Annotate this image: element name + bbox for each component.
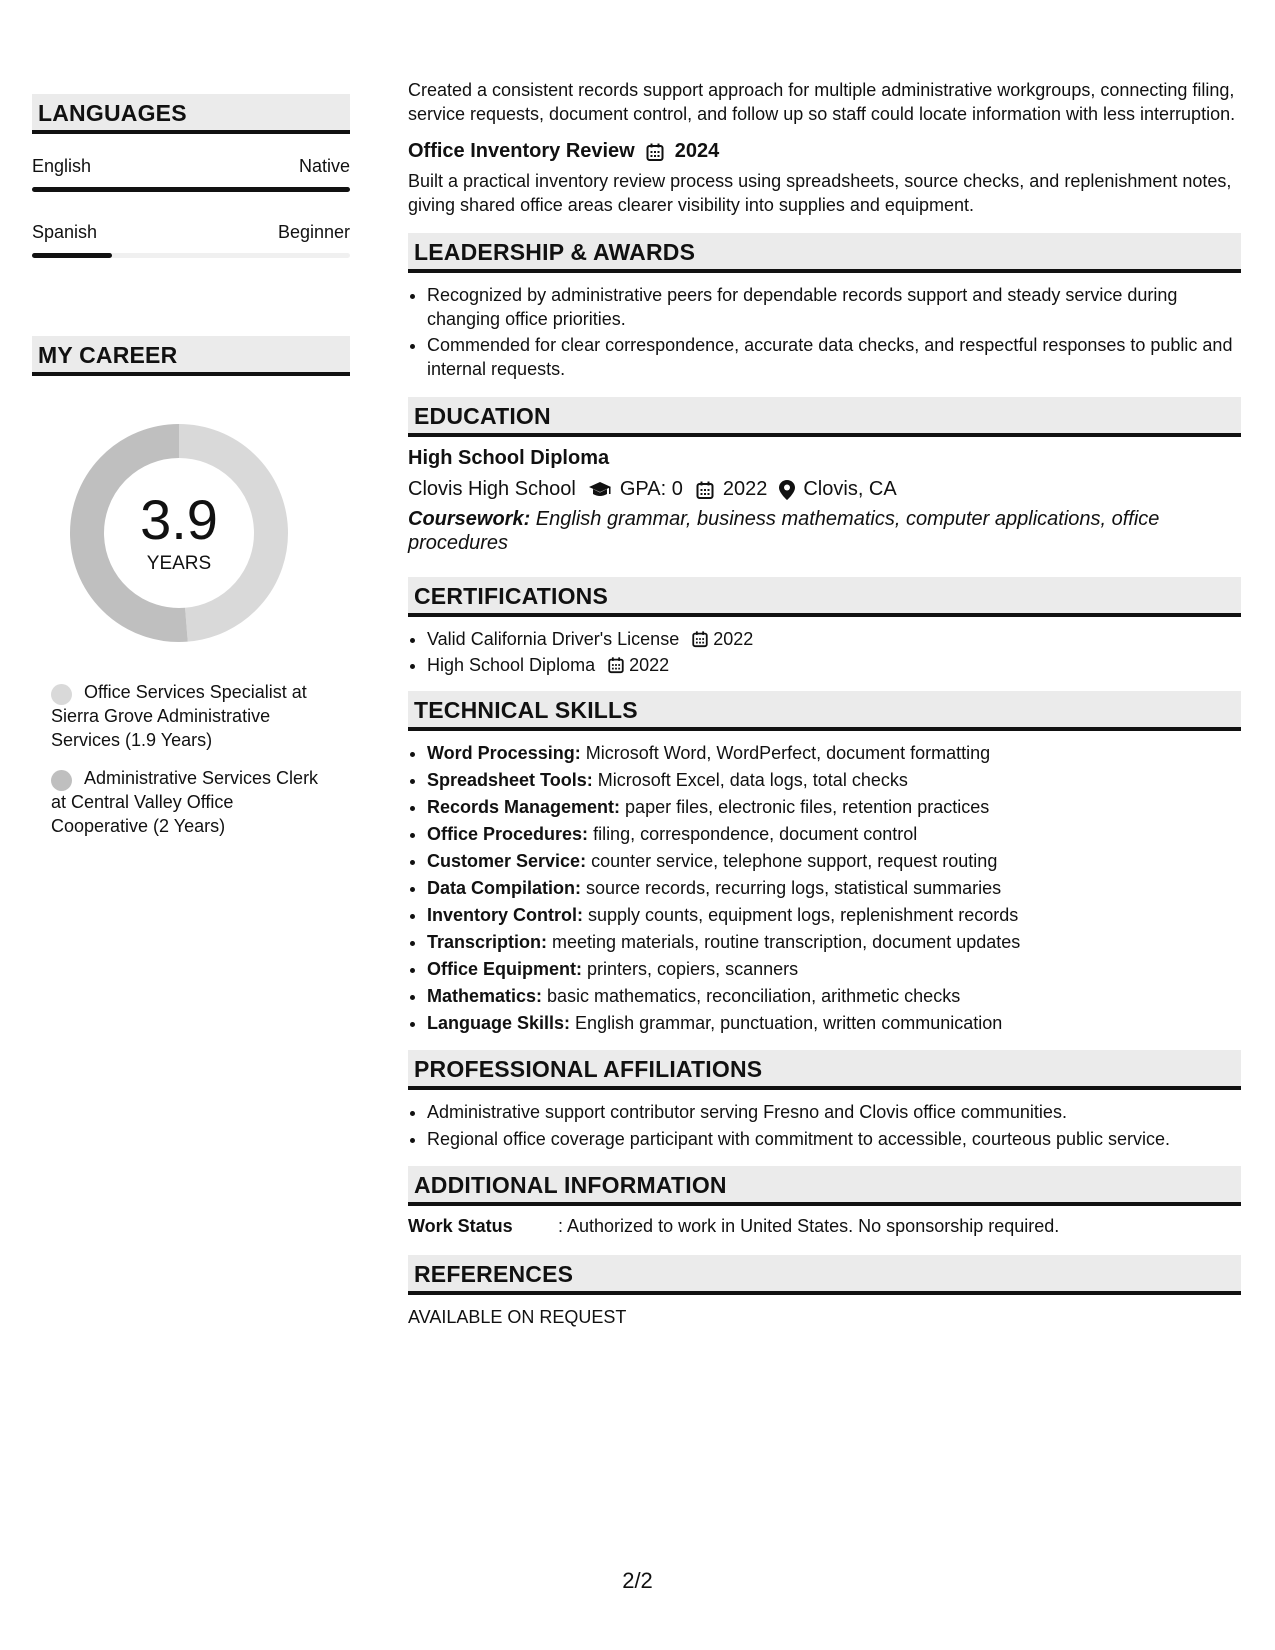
language-proficiency-fill <box>32 187 350 192</box>
skill-item <box>427 957 1241 982</box>
references-text: AVAILABLE ON REQUEST <box>408 1307 627 1327</box>
career-total-years: 3.9 <box>140 488 218 551</box>
certification-item <box>427 653 1241 677</box>
education-location: Clovis, CA <box>803 478 897 500</box>
skill-value: Microsoft Excel, data logs, total checks <box>592 770 908 790</box>
skill-label: Data Compilation: <box>427 878 582 898</box>
career-item-text: Administrative Services Clerk at Central Valley Office Cooperative (2 Years) <box>51 768 319 836</box>
career-item <box>51 766 332 838</box>
donut-center <box>64 418 294 648</box>
skill-label: Office Procedures: <box>427 824 589 844</box>
skill-item <box>427 984 1241 1009</box>
language-proficiency-bar <box>32 253 350 258</box>
certification-name: • Valid California Driver's License <box>427 629 680 649</box>
career-legend-dot <box>51 684 72 705</box>
language-item <box>32 222 350 258</box>
skill-item <box>427 768 1241 793</box>
language-name: English <box>32 156 92 176</box>
education-details <box>408 478 1241 501</box>
affiliation-item: • Regional office coverage participant with commitment to accessible, courteous public service. <box>427 1127 1241 1152</box>
skill-value: counter service, telephone support, request routing <box>586 851 998 871</box>
skill-item <box>427 795 1241 820</box>
career-years-label: YEARS <box>146 553 212 574</box>
certification-row <box>427 627 1241 651</box>
skill-item <box>427 741 1241 766</box>
language-item <box>32 156 350 192</box>
career-item <box>51 680 332 752</box>
skill-label: Transcription: <box>427 932 548 952</box>
education-degree: High School Diploma <box>408 447 610 469</box>
skills-section <box>408 691 1241 1036</box>
language-text-row <box>32 222 350 243</box>
career-header: MY CAREER <box>32 336 350 376</box>
leadership-item: • Recognized by administrative peers for dependable records support and steady service during changing office priorities. <box>427 283 1241 331</box>
skill-label: Word Processing: <box>427 743 581 763</box>
affiliations-section <box>408 1050 1241 1152</box>
skill-item <box>427 822 1241 847</box>
leadership-section <box>408 233 1241 381</box>
certification-name: • High School Diploma <box>427 655 596 675</box>
language-level: Beginner <box>277 222 350 242</box>
work-status-value: : Authorized to work in United States. No sponsorship required. <box>558 1216 1060 1236</box>
skills-list <box>408 741 1241 1036</box>
affiliations-list <box>408 1100 1241 1152</box>
education-header: EDUCATION <box>408 397 1241 437</box>
coursework-text: English grammar, business mathematics, computer applications, office procedures <box>408 508 1160 554</box>
right-column <box>408 78 1241 1328</box>
work-status-row <box>408 1216 1241 1237</box>
skill-item <box>427 903 1241 928</box>
skill-value: meeting materials, routine transcription, document updates <box>547 932 1021 952</box>
graduation-cap-icon <box>588 481 612 499</box>
skill-label: Customer Service: <box>427 851 587 871</box>
language-name: Spanish <box>32 222 98 242</box>
skill-item <box>427 849 1241 874</box>
additional-header: ADDITIONAL INFORMATION <box>408 1166 1241 1206</box>
education-coursework <box>408 507 1241 555</box>
leadership-list <box>408 283 1241 381</box>
certifications-header: CERTIFICATIONS <box>408 577 1241 617</box>
project-title-row <box>408 140 1241 163</box>
skill-value: English grammar, punctuation, written communication <box>570 1013 1003 1033</box>
skill-label: Inventory Control: <box>427 905 583 925</box>
affiliation-item: • Administrative support contributor serving Fresno and Clovis office communities. <box>427 1100 1241 1125</box>
affiliations-header: PROFESSIONAL AFFILIATIONS <box>408 1050 1241 1090</box>
skill-value: printers, copiers, scanners <box>582 959 799 979</box>
career-item-text: Office Services Specialist at Sierra Grove Administrative Services (1.9 Years) <box>51 682 307 750</box>
skill-item <box>427 930 1241 955</box>
certification-year: 2022 <box>713 629 754 649</box>
education-section <box>408 397 1241 555</box>
career-donut-chart <box>64 418 294 648</box>
skill-value: basic mathematics, reconciliation, arithmetic checks <box>542 986 961 1006</box>
education-gpa: GPA: 0 <box>619 478 683 500</box>
skill-value: filing, correspondence, document control <box>588 824 918 844</box>
calendar-icon <box>695 480 715 500</box>
left-column <box>32 94 350 852</box>
additional-section <box>408 1166 1241 1237</box>
location-pin-icon <box>779 480 795 500</box>
skill-value: source records, recurring logs, statistical summaries <box>581 878 1002 898</box>
language-proficiency-fill <box>32 253 112 258</box>
skill-value: paper files, electronic files, retention practices <box>620 797 990 817</box>
career-legend-dot <box>51 770 72 791</box>
coursework-label: Coursework: <box>408 508 531 530</box>
certifications-list <box>408 627 1241 677</box>
skill-label: Office Equipment: <box>427 959 583 979</box>
page-number: 2/2 <box>622 1568 653 1593</box>
languages-header: LANGUAGES <box>32 94 350 134</box>
education-school: Clovis High School <box>408 478 576 500</box>
skill-item <box>427 1011 1241 1036</box>
leadership-header: LEADERSHIP & AWARDS <box>408 233 1241 273</box>
skill-label: Language Skills: <box>427 1013 571 1033</box>
language-proficiency-bar <box>32 187 350 192</box>
career-list <box>32 680 332 838</box>
language-text-row <box>32 156 350 177</box>
references-section <box>408 1255 1241 1328</box>
skills-header: TECHNICAL SKILLS <box>408 691 1241 731</box>
certification-item <box>427 627 1241 651</box>
skill-label: Spreadsheet Tools: <box>427 770 593 790</box>
leadership-item: • Commended for clear correspondence, accurate data checks, and respectful responses to public and internal requests. <box>427 333 1241 381</box>
project-title: Office Inventory Review <box>408 140 635 162</box>
work-status-label: Work Status <box>408 1216 513 1236</box>
skill-label: Records Management: <box>427 797 621 817</box>
certification-year: 2022 <box>629 655 670 675</box>
references-header: REFERENCES <box>408 1255 1241 1295</box>
certifications-section <box>408 577 1241 677</box>
certification-row <box>427 653 1241 677</box>
calendar-icon <box>607 656 625 674</box>
skill-label: Mathematics: <box>427 986 543 1006</box>
skill-item <box>427 876 1241 901</box>
calendar-icon <box>691 630 709 648</box>
project-intro-text: Created a consistent records support approach for multiple administrative workgroups, connecting filing, service requests, document control, and follow up so staff could locate information with less interruption. <box>408 80 1236 124</box>
project-year: 2024 <box>674 140 720 162</box>
language-level: Native <box>298 156 350 176</box>
skill-value: Microsoft Word, WordPerfect, document formatting <box>580 743 991 763</box>
languages-list <box>32 156 350 258</box>
skill-value: supply counts, equipment logs, replenishment records <box>583 905 1019 925</box>
project-description: Built a practical inventory review process using spreadsheets, source checks, and replenishment notes, giving shared office areas clearer visibility into supplies and equipment. <box>408 171 1232 215</box>
calendar-icon <box>645 142 665 162</box>
education-year: 2022 <box>722 478 768 500</box>
